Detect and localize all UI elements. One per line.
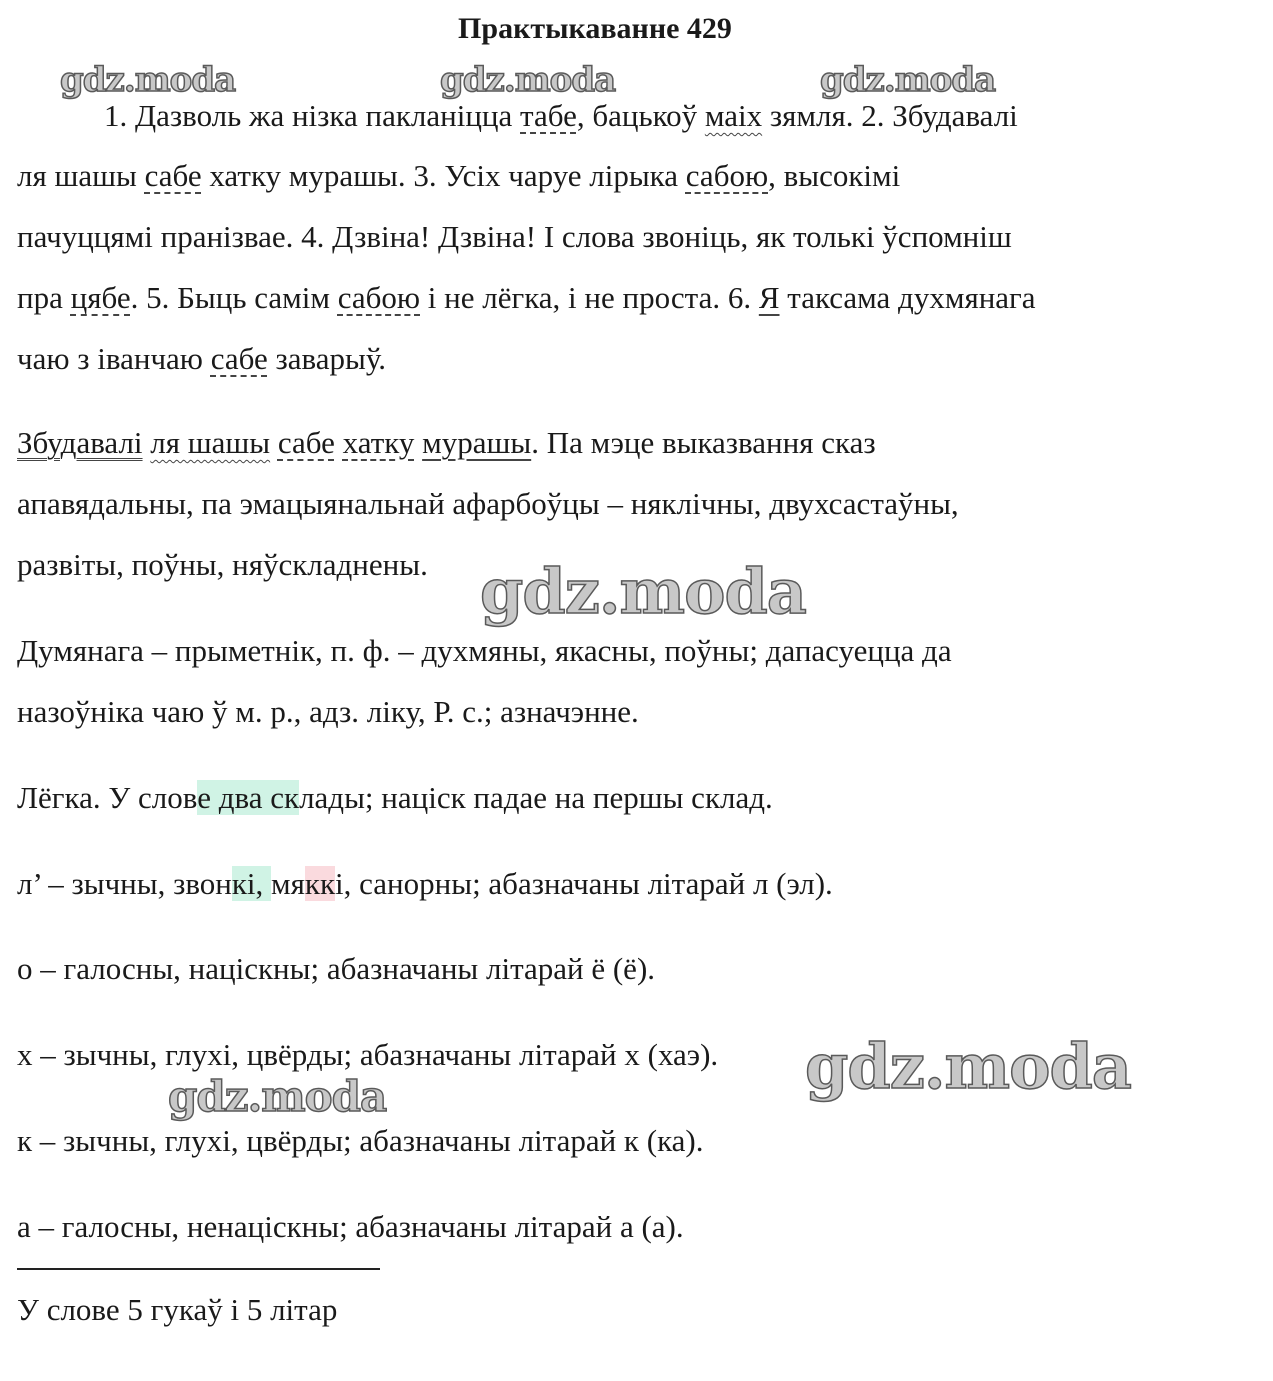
text-run: зямля. 2. Збудавалі <box>762 98 1018 133</box>
underlined-word: сабою <box>685 158 769 193</box>
highlighted-text: е два ск <box>197 780 300 815</box>
highlighted-text: кі, <box>231 866 272 901</box>
analysis-line-3: развіты, поўны, няўскладнены. <box>17 547 428 582</box>
watermark-logo: gdz.moda <box>168 1072 387 1121</box>
underlined-word: маіх <box>704 98 763 133</box>
word-analysis-line-1: Думянага – прыметнік, п. ф. – духмяны, якасны, поўны; дапасуецца да <box>17 633 952 668</box>
text-run: , высокімі <box>768 158 901 193</box>
text-run: хатку мурашы. 3. Усіх чаруе лірыка <box>201 158 686 193</box>
analysis-line-2: апавядальны, па эмацыянальнай афарбоўцы – няклічны, двухсастаўны, <box>17 486 959 521</box>
phonetic-sound-l <box>17 866 833 902</box>
object-word: хатку <box>342 425 415 460</box>
subject-word: мурашы <box>422 425 532 460</box>
underlined-word: сабе <box>210 341 268 376</box>
underlined-word: Я <box>758 280 780 315</box>
word-analysis-line-2: назоўніка чаю ў м. р., адз. ліку, Р. с.; азначэнне. <box>17 694 639 729</box>
text-run: мя <box>271 866 305 901</box>
predicate-word: Збудавалі <box>17 425 143 460</box>
text-run: ля шашы <box>17 158 145 193</box>
analysis-line-1 <box>17 425 876 461</box>
text-run: таксама духмянага <box>779 280 1036 315</box>
summary-divider <box>17 1268 380 1270</box>
text-run: Лёгка. У слов <box>17 780 198 815</box>
object-word: сабе <box>277 425 335 460</box>
text-run: і не лёгка, і не проста. 6. <box>420 280 759 315</box>
underlined-word: сабою <box>337 280 421 315</box>
text-run: . Па мэце выказвання сказ <box>531 425 876 460</box>
watermark-logo: gdz.moda <box>60 60 236 100</box>
phonetic-sound-o: о – галосны, націскны; абазначаны літарай ё (ё). <box>17 951 656 986</box>
underlined-word: табе <box>520 98 577 133</box>
phonetic-sound-h: х – зычны, глухі, цвёрды; абазначаны літарай х (хаэ). <box>17 1037 719 1072</box>
watermark-logo: gdz.moda <box>480 555 806 628</box>
text-run: пра <box>17 280 71 315</box>
page-title: Практыкаванне 429 <box>458 12 732 45</box>
text-run: л’ – зычны, звон <box>17 866 232 901</box>
phonetic-sound-k: к – зычны, глухі, цвёрды; абазначаны літарай к (ка). <box>17 1123 704 1158</box>
underlined-word: сабе <box>144 158 202 193</box>
exercise-line-3: пачуццямі пранізвае. 4. Дзвіна! Дзвіна! І слова звоніць, як толькі ўспомніш <box>17 219 1012 254</box>
exercise-line-1 <box>104 98 1018 134</box>
watermark-logo: gdz.moda <box>820 60 996 100</box>
summary-text: У слове 5 гукаў і 5 літар <box>17 1292 338 1327</box>
text-run: і, санорны; абазначаны літарай л (эл). <box>335 866 833 901</box>
exercise-line-2 <box>17 158 900 194</box>
highlighted-text: кк <box>304 866 336 901</box>
text-run: лады; націск падае на першы склад. <box>299 780 773 815</box>
text-run: чаю з іванчаю <box>17 341 211 376</box>
underlined-word: цябе <box>70 280 131 315</box>
text-run: . 5. Быць самім <box>130 280 338 315</box>
text-run: , бацькоў <box>576 98 705 133</box>
text-run: заварыў. <box>267 341 386 376</box>
exercise-line-5 <box>17 341 386 377</box>
text-run: 1. Дазволь жа нізка пакланіцца <box>104 98 521 133</box>
phonetic-sound-a: а – галосны, ненаціскны; абазначаны літарай а (а). <box>17 1209 684 1244</box>
watermark-logo: gdz.moda <box>805 1030 1131 1103</box>
adverbial-word: ля шашы <box>150 425 271 460</box>
watermark-logo: gdz.moda <box>440 60 616 100</box>
exercise-line-4 <box>17 280 1036 316</box>
phonetic-intro <box>17 780 773 816</box>
